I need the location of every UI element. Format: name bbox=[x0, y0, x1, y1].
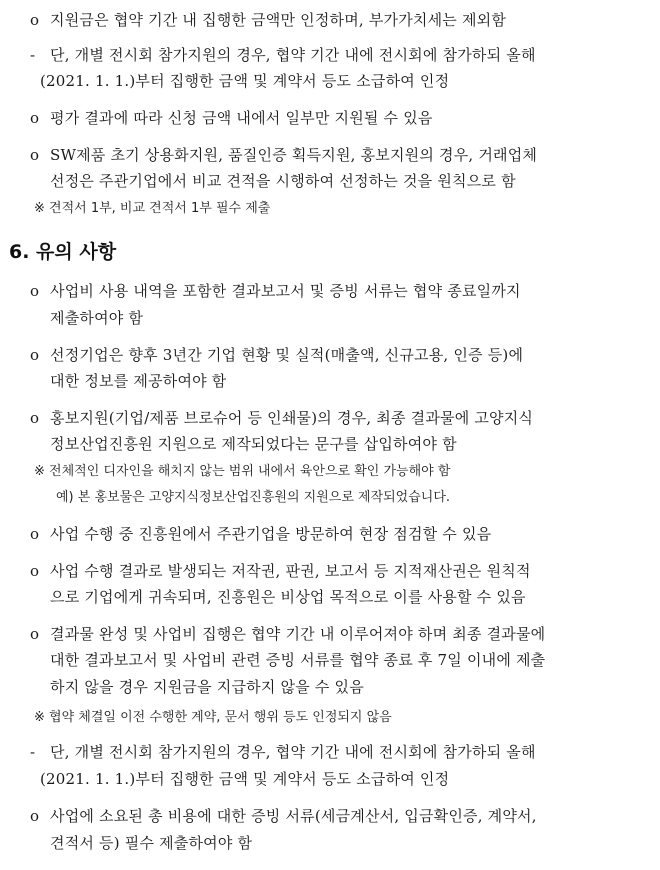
paragraph-line: 견적서 등) 필수 제출하여야 함 bbox=[50, 834, 253, 852]
paragraph-line: 단, 개별 전시회 참가지원의 경우, 협약 기간 내에 전시회에 참가하되 올해 bbox=[50, 46, 536, 64]
bullet-marker: o bbox=[30, 282, 40, 300]
bullet-marker: o bbox=[30, 109, 40, 127]
bullet-marker: o bbox=[30, 11, 40, 29]
paragraph-line: (2021. 1. 1.)부터 집행한 금액 및 계약서 등도 소급하여 인정 bbox=[40, 770, 450, 788]
bullet-marker: o bbox=[30, 562, 40, 580]
paragraph-line: 사업비 사용 내역을 포함한 결과보고서 및 증빙 서류는 협약 종료일까지 bbox=[50, 282, 521, 300]
dash-marker: - bbox=[30, 743, 36, 761]
paragraph-line: 지원금은 협약 기간 내 집행한 금액만 인정하며, 부가가치세는 제외함 bbox=[50, 11, 507, 29]
note-example-text: 예) 본 홍보물은 고양지식정보산업진흥원의 지원으로 제작되었습니다. bbox=[56, 490, 451, 505]
bullet-marker: o bbox=[30, 346, 40, 364]
bullet-marker: o bbox=[30, 146, 40, 164]
paragraph-line: 선정은 주관기업에서 비교 견적을 시행하여 선정하는 것을 원칙으로 함 bbox=[50, 172, 516, 190]
paragraph-line: 평가 결과에 따라 신청 금액 내에서 일부만 지원될 수 있음 bbox=[50, 109, 433, 127]
note-text: ※ 전체적인 디자인을 해치지 않는 범위 내에서 육안으로 확인 가능해야 함 bbox=[34, 464, 451, 479]
paragraph-line: 정보산업진흥원 지원으로 제작되었다는 문구를 삽입하여야 함 bbox=[50, 435, 457, 453]
paragraph-line: 제출하여야 함 bbox=[50, 309, 144, 327]
paragraph-line: SW제품 초기 상용화지원, 품질인증 획득지원, 홍보지원의 경우, 거래업체 bbox=[50, 146, 538, 164]
paragraph-line: 으로 기업에게 귀속되며, 진흥원은 비상업 목적으로 이를 사용할 수 있음 bbox=[50, 588, 526, 606]
paragraph-line: 결과물 완성 및 사업비 집행은 협약 기간 내 이루어져야 하며 최종 결과물에 bbox=[50, 625, 546, 643]
paragraph-line: 사업 수행 중 진흥원에서 주관기업을 방문하여 현장 점검할 수 있음 bbox=[50, 525, 492, 543]
bullet-marker: o bbox=[30, 409, 40, 427]
bullet-marker: o bbox=[30, 807, 40, 825]
bullet-marker: o bbox=[30, 525, 40, 543]
note-text: ※ 견적서 1부, 비교 견적서 1부 필수 제출 bbox=[34, 201, 271, 216]
paragraph-line: 홍보지원(기업/제품 브로슈어 등 인쇄물)의 경우, 최종 결과물에 고양지식 bbox=[50, 409, 534, 427]
dash-marker: - bbox=[30, 46, 36, 64]
paragraph-line: 단, 개별 전시회 참가지원의 경우, 협약 기간 내에 전시회에 참가하되 올해 bbox=[50, 743, 536, 761]
section-heading: 6. 유의 사항 bbox=[9, 241, 117, 263]
note-text: ※ 협약 체결일 이전 수행한 계약, 문서 행위 등도 인정되지 않음 bbox=[34, 710, 392, 725]
paragraph-line: 선정기업은 향후 3년간 기업 현황 및 실적(매출액, 신규고용, 인증 등)에 bbox=[50, 346, 524, 364]
paragraph-line: 대한 결과보고서 및 사업비 관련 증빙 서류를 협약 종료 후 7일 이내에 제출 bbox=[50, 651, 546, 669]
paragraph-line: 하지 않을 경우 지원금을 지급하지 않을 수 있음 bbox=[50, 678, 364, 696]
paragraph-line: (2021. 1. 1.)부터 집행한 금액 및 계약서 등도 소급하여 인정 bbox=[40, 72, 450, 90]
bullet-marker: o bbox=[30, 625, 40, 643]
paragraph-line: 사업에 소요된 총 비용에 대한 증빙 서류(세금계산서, 입금확인증, 계약서, bbox=[50, 807, 537, 825]
paragraph-line: 사업 수행 결과로 발생되는 저작권, 판권, 보고서 등 지적재산권은 원칙적 bbox=[50, 562, 531, 580]
paragraph-line: 대한 정보를 제공하여야 함 bbox=[50, 372, 227, 390]
